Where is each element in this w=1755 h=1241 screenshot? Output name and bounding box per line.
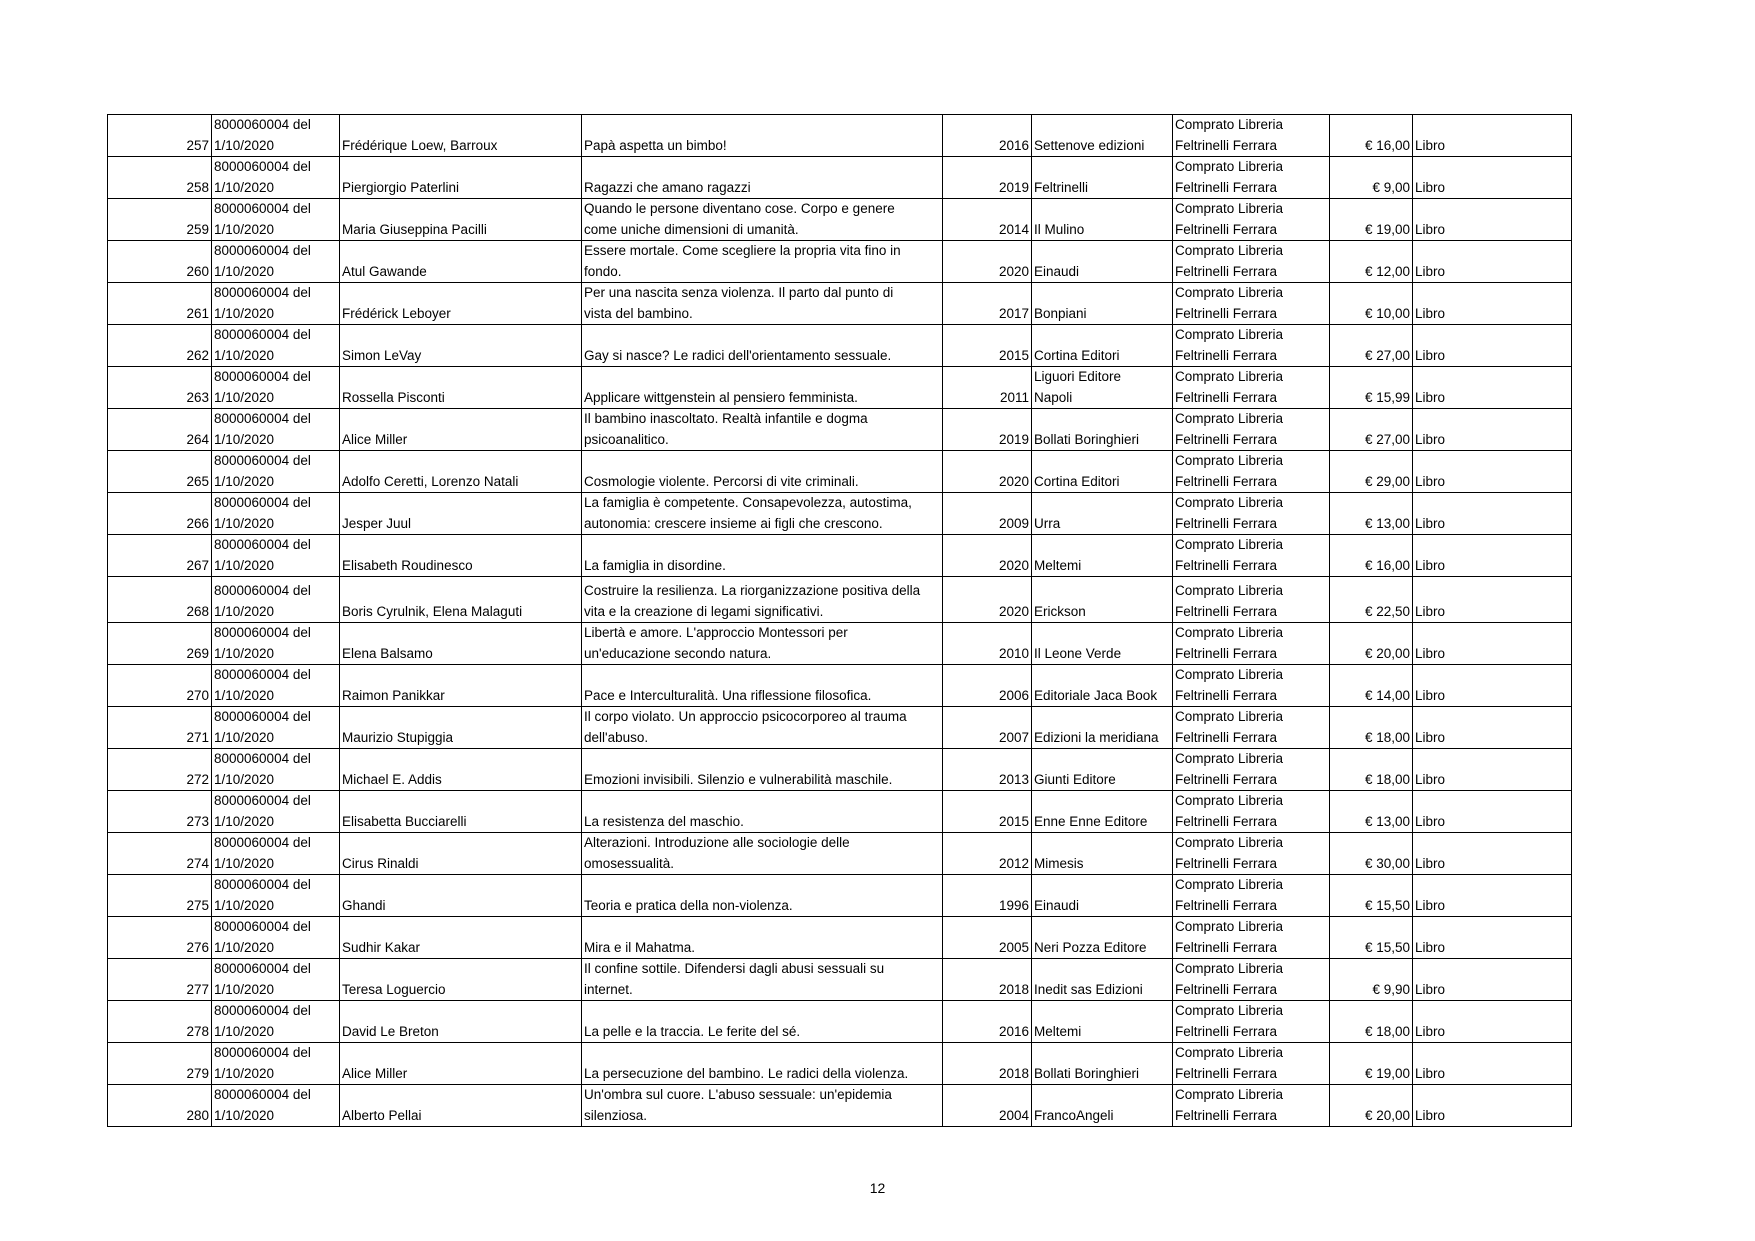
reference-cell: 8000060004 del 1/10/2020: [212, 199, 340, 241]
publisher-cell: Meltemi: [1032, 535, 1173, 577]
publisher-cell: Erickson: [1032, 577, 1173, 623]
author-cell: Elisabeth Roudinesco: [340, 535, 582, 577]
type-cell: Libro: [1413, 115, 1572, 157]
price-cell: € 9,00: [1330, 157, 1413, 199]
price-cell: € 13,00: [1330, 493, 1413, 535]
table-row: [108, 409, 1572, 451]
publisher-cell: FrancoAngeli: [1032, 1085, 1173, 1127]
publisher-cell: Inedit sas Edizioni: [1032, 959, 1173, 1001]
table-row: [108, 451, 1572, 493]
reference-cell: 8000060004 del 1/10/2020: [212, 535, 340, 577]
reference-cell: 8000060004 del 1/10/2020: [212, 325, 340, 367]
table-row: [108, 241, 1572, 283]
book-inventory-table: [107, 114, 1572, 1127]
price-cell: € 16,00: [1330, 115, 1413, 157]
publisher-cell: Liguori Editore Napoli: [1032, 367, 1173, 409]
year-cell: 2016: [943, 1001, 1032, 1043]
type-cell: Libro: [1413, 577, 1572, 623]
author-cell: Adolfo Ceretti, Lorenzo Natali: [340, 451, 582, 493]
author-cell: Jesper Juul: [340, 493, 582, 535]
table-row: [108, 623, 1572, 665]
row-number-cell: 272: [108, 749, 212, 791]
table-row: [108, 665, 1572, 707]
price-cell: € 15,50: [1330, 917, 1413, 959]
source-cell: Comprato Libreria Feltrinelli Ferrara: [1173, 1085, 1330, 1127]
source-cell: Comprato Libreria Feltrinelli Ferrara: [1173, 241, 1330, 283]
price-cell: € 20,00: [1330, 623, 1413, 665]
author-cell: Simon LeVay: [340, 325, 582, 367]
reference-cell: 8000060004 del 1/10/2020: [212, 493, 340, 535]
source-cell: Comprato Libreria Feltrinelli Ferrara: [1173, 493, 1330, 535]
type-cell: Libro: [1413, 199, 1572, 241]
source-cell: Comprato Libreria Feltrinelli Ferrara: [1173, 283, 1330, 325]
publisher-cell: Il Leone Verde: [1032, 623, 1173, 665]
source-cell: Comprato Libreria Feltrinelli Ferrara: [1173, 199, 1330, 241]
title-cell: Il corpo violato. Un approccio psicocorporeo al trauma dell'abuso.: [582, 707, 943, 749]
year-cell: 2014: [943, 199, 1032, 241]
publisher-cell: Giunti Editore: [1032, 749, 1173, 791]
type-cell: Libro: [1413, 451, 1572, 493]
table-row: [108, 1085, 1572, 1127]
title-cell: Il confine sottile. Difendersi dagli abusi sessuali su internet.: [582, 959, 943, 1001]
type-cell: Libro: [1413, 157, 1572, 199]
type-cell: Libro: [1413, 325, 1572, 367]
year-cell: 2018: [943, 1043, 1032, 1085]
row-number-cell: 261: [108, 283, 212, 325]
publisher-cell: Il Mulino: [1032, 199, 1173, 241]
type-cell: Libro: [1413, 1001, 1572, 1043]
title-cell: Teoria e pratica della non-violenza.: [582, 875, 943, 917]
row-number-cell: 257: [108, 115, 212, 157]
row-number-cell: 275: [108, 875, 212, 917]
price-cell: € 9,90: [1330, 959, 1413, 1001]
source-cell: Comprato Libreria Feltrinelli Ferrara: [1173, 115, 1330, 157]
price-cell: € 12,00: [1330, 241, 1413, 283]
price-cell: € 10,00: [1330, 283, 1413, 325]
table-row: [108, 833, 1572, 875]
type-cell: Libro: [1413, 875, 1572, 917]
title-cell: Mira e il Mahatma.: [582, 917, 943, 959]
row-number-cell: 263: [108, 367, 212, 409]
table-row: [108, 875, 1572, 917]
reference-cell: 8000060004 del 1/10/2020: [212, 959, 340, 1001]
table-row: [108, 959, 1572, 1001]
author-cell: David Le Breton: [340, 1001, 582, 1043]
table-row: [108, 707, 1572, 749]
table-row: [108, 535, 1572, 577]
reference-cell: 8000060004 del 1/10/2020: [212, 707, 340, 749]
year-cell: 2012: [943, 833, 1032, 875]
author-cell: Raimon Panikkar: [340, 665, 582, 707]
row-number-cell: 277: [108, 959, 212, 1001]
author-cell: Piergiorgio Paterlini: [340, 157, 582, 199]
table-row: [108, 325, 1572, 367]
publisher-cell: Settenove edizioni: [1032, 115, 1173, 157]
author-cell: Elena Balsamo: [340, 623, 582, 665]
author-cell: Maria Giuseppina Pacilli: [340, 199, 582, 241]
price-cell: € 27,00: [1330, 409, 1413, 451]
table-row: [108, 917, 1572, 959]
source-cell: Comprato Libreria Feltrinelli Ferrara: [1173, 623, 1330, 665]
source-cell: Comprato Libreria Feltrinelli Ferrara: [1173, 451, 1330, 493]
row-number-cell: 266: [108, 493, 212, 535]
title-cell: Il bambino inascoltato. Realtà infantile e dogma psicoanalitico.: [582, 409, 943, 451]
table-row: [108, 749, 1572, 791]
price-cell: € 18,00: [1330, 749, 1413, 791]
title-cell: La resistenza del maschio.: [582, 791, 943, 833]
publisher-cell: Einaudi: [1032, 875, 1173, 917]
year-cell: 2017: [943, 283, 1032, 325]
publisher-cell: Feltrinelli: [1032, 157, 1173, 199]
title-cell: La persecuzione del bambino. Le radici della violenza.: [582, 1043, 943, 1085]
reference-cell: 8000060004 del 1/10/2020: [212, 749, 340, 791]
reference-cell: 8000060004 del 1/10/2020: [212, 623, 340, 665]
reference-cell: 8000060004 del 1/10/2020: [212, 665, 340, 707]
type-cell: Libro: [1413, 367, 1572, 409]
year-cell: 2005: [943, 917, 1032, 959]
author-cell: Michael E. Addis: [340, 749, 582, 791]
year-cell: 2015: [943, 325, 1032, 367]
table-row: [108, 1043, 1572, 1085]
reference-cell: 8000060004 del 1/10/2020: [212, 367, 340, 409]
year-cell: 2020: [943, 535, 1032, 577]
type-cell: Libro: [1413, 707, 1572, 749]
source-cell: Comprato Libreria Feltrinelli Ferrara: [1173, 325, 1330, 367]
row-number-cell: 273: [108, 791, 212, 833]
type-cell: Libro: [1413, 241, 1572, 283]
reference-cell: 8000060004 del 1/10/2020: [212, 917, 340, 959]
reference-cell: 8000060004 del 1/10/2020: [212, 1043, 340, 1085]
price-cell: € 15,50: [1330, 875, 1413, 917]
type-cell: Libro: [1413, 409, 1572, 451]
type-cell: Libro: [1413, 1043, 1572, 1085]
source-cell: Comprato Libreria Feltrinelli Ferrara: [1173, 1001, 1330, 1043]
title-cell: Pace e Interculturalità. Una riflessione filosofica.: [582, 665, 943, 707]
source-cell: Comprato Libreria Feltrinelli Ferrara: [1173, 875, 1330, 917]
publisher-cell: Cortina Editori: [1032, 451, 1173, 493]
reference-cell: 8000060004 del 1/10/2020: [212, 283, 340, 325]
year-cell: 2006: [943, 665, 1032, 707]
reference-cell: 8000060004 del 1/10/2020: [212, 833, 340, 875]
publisher-cell: Mimesis: [1032, 833, 1173, 875]
source-cell: Comprato Libreria Feltrinelli Ferrara: [1173, 1043, 1330, 1085]
price-cell: € 14,00: [1330, 665, 1413, 707]
row-number-cell: 268: [108, 577, 212, 623]
reference-cell: 8000060004 del 1/10/2020: [212, 1085, 340, 1127]
reference-cell: 8000060004 del 1/10/2020: [212, 1001, 340, 1043]
price-cell: € 27,00: [1330, 325, 1413, 367]
author-cell: Cirus Rinaldi: [340, 833, 582, 875]
row-number-cell: 278: [108, 1001, 212, 1043]
type-cell: Libro: [1413, 1085, 1572, 1127]
table-row: [108, 157, 1572, 199]
type-cell: Libro: [1413, 665, 1572, 707]
publisher-cell: Einaudi: [1032, 241, 1173, 283]
table-row: [108, 791, 1572, 833]
table-row: [108, 283, 1572, 325]
source-cell: Comprato Libreria Feltrinelli Ferrara: [1173, 707, 1330, 749]
year-cell: 1996: [943, 875, 1032, 917]
price-cell: € 13,00: [1330, 791, 1413, 833]
row-number-cell: 264: [108, 409, 212, 451]
source-cell: Comprato Libreria Feltrinelli Ferrara: [1173, 959, 1330, 1001]
year-cell: 2016: [943, 115, 1032, 157]
year-cell: 2019: [943, 157, 1032, 199]
type-cell: Libro: [1413, 535, 1572, 577]
type-cell: Libro: [1413, 917, 1572, 959]
year-cell: 2018: [943, 959, 1032, 1001]
table-row: [108, 577, 1572, 623]
title-cell: La pelle e la traccia. Le ferite del sé.: [582, 1001, 943, 1043]
price-cell: € 16,00: [1330, 535, 1413, 577]
year-cell: 2010: [943, 623, 1032, 665]
reference-cell: 8000060004 del 1/10/2020: [212, 157, 340, 199]
type-cell: Libro: [1413, 749, 1572, 791]
row-number-cell: 276: [108, 917, 212, 959]
row-number-cell: 274: [108, 833, 212, 875]
type-cell: Libro: [1413, 493, 1572, 535]
row-number-cell: 265: [108, 451, 212, 493]
title-cell: Cosmologie violente. Percorsi di vite criminali.: [582, 451, 943, 493]
table-row: [108, 493, 1572, 535]
year-cell: 2019: [943, 409, 1032, 451]
year-cell: 2004: [943, 1085, 1032, 1127]
year-cell: 2020: [943, 451, 1032, 493]
title-cell: Ragazzi che amano ragazzi: [582, 157, 943, 199]
price-cell: € 15,99: [1330, 367, 1413, 409]
publisher-cell: Enne Enne Editore: [1032, 791, 1173, 833]
author-cell: Teresa Loguercio: [340, 959, 582, 1001]
row-number-cell: 262: [108, 325, 212, 367]
reference-cell: 8000060004 del 1/10/2020: [212, 409, 340, 451]
price-cell: € 19,00: [1330, 1043, 1413, 1085]
price-cell: € 20,00: [1330, 1085, 1413, 1127]
author-cell: Ghandi: [340, 875, 582, 917]
source-cell: Comprato Libreria Feltrinelli Ferrara: [1173, 917, 1330, 959]
row-number-cell: 269: [108, 623, 212, 665]
row-number-cell: 270: [108, 665, 212, 707]
table-row: [108, 115, 1572, 157]
author-cell: Alice Miller: [340, 409, 582, 451]
table-row: [108, 199, 1572, 241]
year-cell: 2013: [943, 749, 1032, 791]
title-cell: Alterazioni. Introduzione alle sociologie delle omosessualità.: [582, 833, 943, 875]
reference-cell: 8000060004 del 1/10/2020: [212, 241, 340, 283]
row-number-cell: 279: [108, 1043, 212, 1085]
price-cell: € 30,00: [1330, 833, 1413, 875]
title-cell: Papà aspetta un bimbo!: [582, 115, 943, 157]
year-cell: 2011: [943, 367, 1032, 409]
type-cell: Libro: [1413, 833, 1572, 875]
title-cell: Emozioni invisibili. Silenzio e vulnerabilità maschile.: [582, 749, 943, 791]
year-cell: 2015: [943, 791, 1032, 833]
publisher-cell: Cortina Editori: [1032, 325, 1173, 367]
source-cell: Comprato Libreria Feltrinelli Ferrara: [1173, 157, 1330, 199]
price-cell: € 18,00: [1330, 707, 1413, 749]
row-number-cell: 267: [108, 535, 212, 577]
title-cell: La famiglia è competente. Consapevolezza, autostima, autonomia: crescere insieme ai figli che crescono.: [582, 493, 943, 535]
author-cell: Atul Gawande: [340, 241, 582, 283]
title-cell: La famiglia in disordine.: [582, 535, 943, 577]
type-cell: Libro: [1413, 623, 1572, 665]
type-cell: Libro: [1413, 283, 1572, 325]
author-cell: Rossella Pisconti: [340, 367, 582, 409]
author-cell: Sudhir Kakar: [340, 917, 582, 959]
table-row: [108, 367, 1572, 409]
row-number-cell: 280: [108, 1085, 212, 1127]
title-cell: Un'ombra sul cuore. L'abuso sessuale: un'epidemia silenziosa.: [582, 1085, 943, 1127]
source-cell: Comprato Libreria Feltrinelli Ferrara: [1173, 535, 1330, 577]
source-cell: Comprato Libreria Feltrinelli Ferrara: [1173, 791, 1330, 833]
price-cell: € 18,00: [1330, 1001, 1413, 1043]
row-number-cell: 258: [108, 157, 212, 199]
reference-cell: 8000060004 del 1/10/2020: [212, 451, 340, 493]
source-cell: Comprato Libreria Feltrinelli Ferrara: [1173, 833, 1330, 875]
table-row: [108, 1001, 1572, 1043]
source-cell: Comprato Libreria Feltrinelli Ferrara: [1173, 367, 1330, 409]
title-cell: Per una nascita senza violenza. Il parto dal punto di vista del bambino.: [582, 283, 943, 325]
source-cell: Comprato Libreria Feltrinelli Ferrara: [1173, 577, 1330, 623]
page-number: 12: [869, 1180, 886, 1196]
title-cell: Libertà e amore. L'approccio Montessori per un'educazione secondo natura.: [582, 623, 943, 665]
publisher-cell: Bollati Boringhieri: [1032, 409, 1173, 451]
publisher-cell: Edizioni la meridiana: [1032, 707, 1173, 749]
reference-cell: 8000060004 del 1/10/2020: [212, 577, 340, 623]
year-cell: 2007: [943, 707, 1032, 749]
type-cell: Libro: [1413, 959, 1572, 1001]
author-cell: Elisabetta Bucciarelli: [340, 791, 582, 833]
author-cell: Frédérique Loew, Barroux: [340, 115, 582, 157]
author-cell: Maurizio Stupiggia: [340, 707, 582, 749]
row-number-cell: 259: [108, 199, 212, 241]
source-cell: Comprato Libreria Feltrinelli Ferrara: [1173, 749, 1330, 791]
year-cell: 2020: [943, 241, 1032, 283]
author-cell: Frédérick Leboyer: [340, 283, 582, 325]
author-cell: Boris Cyrulnik, Elena Malaguti: [340, 577, 582, 623]
author-cell: Alberto Pellai: [340, 1085, 582, 1127]
price-cell: € 19,00: [1330, 199, 1413, 241]
publisher-cell: Editoriale Jaca Book: [1032, 665, 1173, 707]
year-cell: 2020: [943, 577, 1032, 623]
publisher-cell: Bollati Boringhieri: [1032, 1043, 1173, 1085]
table-body: [108, 115, 1572, 1127]
source-cell: Comprato Libreria Feltrinelli Ferrara: [1173, 409, 1330, 451]
publisher-cell: Urra: [1032, 493, 1173, 535]
title-cell: Costruire la resilienza. La riorganizzazione positiva della vita e la creazione di legami significativi.: [582, 577, 943, 623]
title-cell: Applicare wittgenstein al pensiero femminista.: [582, 367, 943, 409]
reference-cell: 8000060004 del 1/10/2020: [212, 115, 340, 157]
type-cell: Libro: [1413, 791, 1572, 833]
author-cell: Alice Miller: [340, 1043, 582, 1085]
price-cell: € 29,00: [1330, 451, 1413, 493]
year-cell: 2009: [943, 493, 1032, 535]
source-cell: Comprato Libreria Feltrinelli Ferrara: [1173, 665, 1330, 707]
row-number-cell: 271: [108, 707, 212, 749]
title-cell: Quando le persone diventano cose. Corpo e genere come uniche dimensioni di umanità.: [582, 199, 943, 241]
publisher-cell: Neri Pozza Editore: [1032, 917, 1173, 959]
publisher-cell: Bonpiani: [1032, 283, 1173, 325]
reference-cell: 8000060004 del 1/10/2020: [212, 791, 340, 833]
title-cell: Essere mortale. Come scegliere la propria vita fino in fondo.: [582, 241, 943, 283]
price-cell: € 22,50: [1330, 577, 1413, 623]
reference-cell: 8000060004 del 1/10/2020: [212, 875, 340, 917]
row-number-cell: 260: [108, 241, 212, 283]
title-cell: Gay si nasce? Le radici dell'orientamento sessuale.: [582, 325, 943, 367]
publisher-cell: Meltemi: [1032, 1001, 1173, 1043]
